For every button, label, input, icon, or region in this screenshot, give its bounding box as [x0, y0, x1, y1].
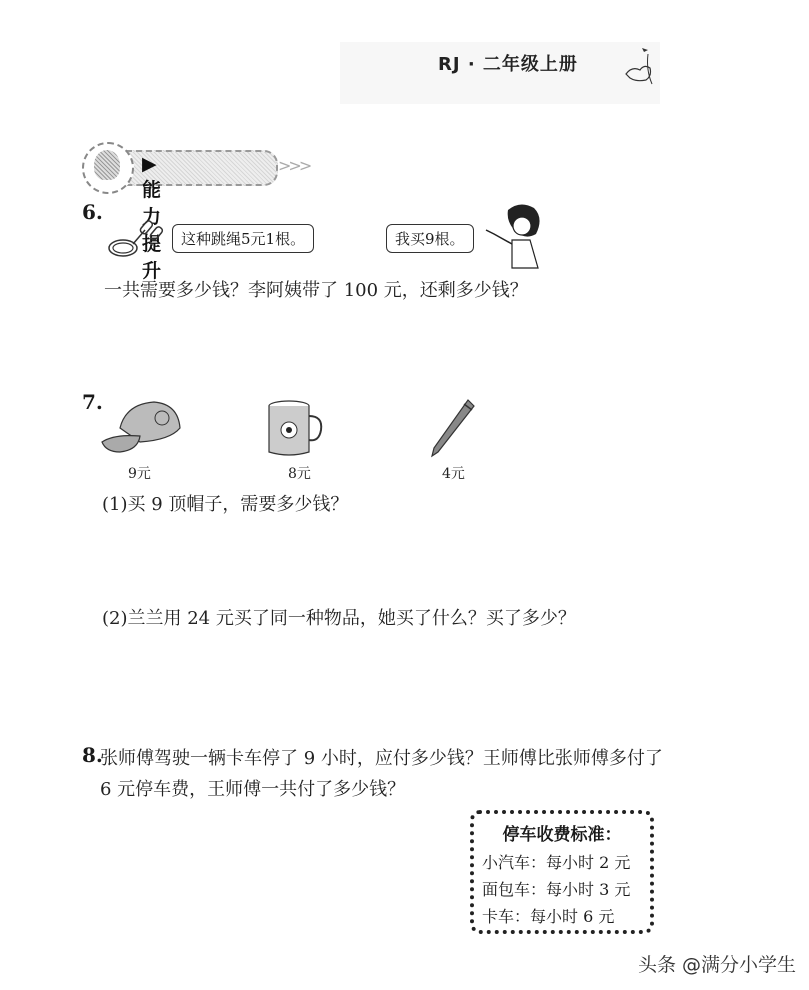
fee-row-truck: 卡车：每小时 6 元 [482, 907, 615, 926]
fee-table-title: 停车收费标准： [502, 825, 622, 845]
q8-line2: 6 元停车费，王师傅一共付了多少钱？ [100, 779, 406, 800]
pen-price: 4元 [442, 466, 465, 482]
q6-question: 一共需要多少钱？李阿姨带了 100 元，还剩多少钱？ [104, 280, 528, 301]
corner-deco-icon [622, 44, 656, 92]
q8-number: 8. [82, 743, 103, 767]
pen-icon [428, 396, 478, 460]
parking-fee-table [470, 810, 654, 934]
mug-icon [265, 398, 327, 460]
q8-line1: 张师傅驾驶一辆卡车停了 9 小时，应付多少钱？王师傅比张师傅多付了 [100, 748, 663, 769]
cap-icon [100, 398, 188, 454]
student-avatar-icon [94, 150, 120, 180]
watermark: 头条 @满分小学生 [638, 954, 797, 976]
q7-sub1: (1)买 9 顶帽子，需要多少钱？ [102, 494, 349, 515]
cap-price: 9元 [128, 466, 151, 482]
fee-row-car: 小汽车：每小时 2 元 [482, 853, 631, 872]
jump-rope-icon [105, 216, 165, 262]
q6-number: 6. [82, 200, 103, 224]
section-title: ▶能力提升 [142, 153, 163, 282]
fee-row-van: 面包车：每小时 3 元 [482, 880, 631, 899]
mug-price: 8元 [288, 466, 311, 482]
chevron-right-icon: >>> [278, 156, 310, 175]
buyer-speech-bubble: 我买9根。 [386, 224, 474, 253]
q7-sub2: (2)兰兰用 24 元买了同一种物品，她买了什么？买了多少？ [102, 608, 576, 629]
book-title: RJ · 二年级上册 [438, 54, 578, 75]
girl-pointing-icon [472, 200, 550, 270]
q7-number: 7. [82, 390, 103, 414]
price-speech-bubble: 这种跳绳5元1根。 [172, 224, 314, 253]
